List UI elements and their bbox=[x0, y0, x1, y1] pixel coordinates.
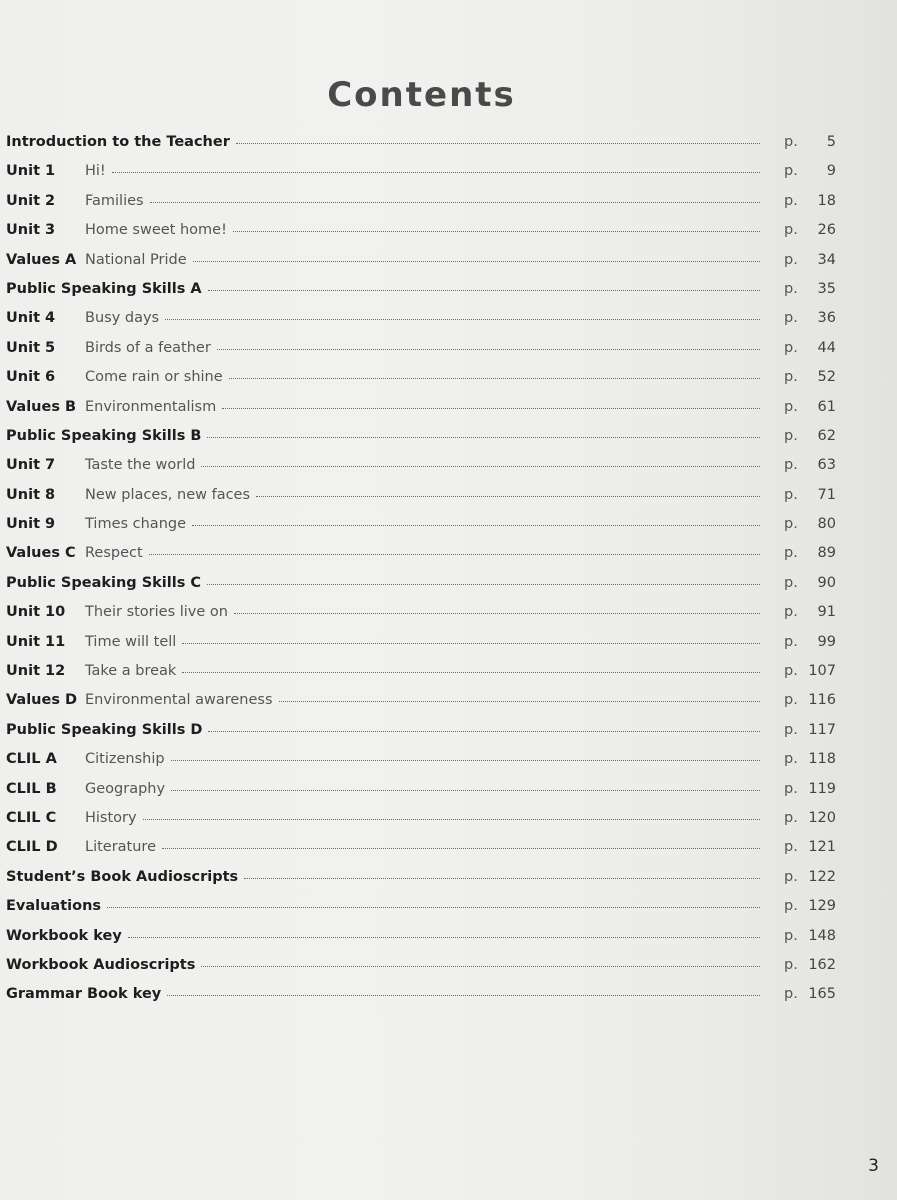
page-number: 116 bbox=[808, 692, 836, 709]
dot-leader bbox=[222, 407, 760, 409]
toc-entry-values-d[interactable] bbox=[6, 692, 836, 721]
toc-entry-unit-5[interactable] bbox=[6, 340, 836, 369]
dot-leader bbox=[201, 965, 760, 967]
toc-entry-label: Unit 4 bbox=[6, 310, 56, 327]
dot-leader bbox=[208, 289, 760, 291]
page-number: 44 bbox=[817, 339, 836, 356]
page-prefix: p. bbox=[784, 956, 798, 973]
toc-entry-title: Home sweet home! bbox=[85, 222, 227, 239]
page-number: 117 bbox=[808, 721, 836, 738]
page-prefix: p. bbox=[784, 780, 798, 797]
dot-leader bbox=[208, 730, 760, 732]
toc-entry-unit-10[interactable] bbox=[6, 604, 836, 633]
toc-entry-public-speaking-c[interactable] bbox=[6, 575, 836, 604]
dot-leader bbox=[171, 759, 760, 761]
page-prefix: p. bbox=[784, 251, 798, 268]
page-number: 107 bbox=[808, 663, 836, 680]
page-prefix: p. bbox=[784, 809, 798, 826]
page-prefix: p. bbox=[784, 310, 798, 327]
toc-entry-label: Public Speaking Skills C bbox=[6, 574, 202, 591]
page-prefix: p. bbox=[784, 545, 798, 562]
toc-entry-label: Values B bbox=[6, 398, 77, 415]
page-number: 148 bbox=[808, 927, 836, 944]
dot-leader bbox=[229, 377, 760, 379]
dot-leader bbox=[244, 877, 760, 879]
toc-entry-unit-7[interactable] bbox=[6, 457, 836, 486]
toc-entry-unit-2[interactable] bbox=[6, 193, 836, 222]
toc-entry-title: History bbox=[85, 809, 137, 826]
page-number: 99 bbox=[817, 633, 836, 650]
toc-entry-label: Unit 10 bbox=[6, 604, 66, 621]
page-folio: 3 bbox=[868, 1156, 879, 1176]
page-number: 89 bbox=[817, 545, 836, 562]
page-prefix: p. bbox=[784, 898, 798, 915]
toc-entry-workbook-key[interactable] bbox=[6, 928, 836, 957]
page-prefix: p. bbox=[784, 986, 798, 1003]
dot-leader bbox=[192, 524, 760, 526]
toc-entry-label: CLIL C bbox=[6, 809, 57, 826]
toc-entry-title: Geography bbox=[85, 780, 166, 797]
dot-leader bbox=[150, 201, 760, 203]
toc-entry-label: Values D bbox=[6, 692, 78, 709]
page-number: 63 bbox=[817, 457, 836, 474]
page-prefix: p. bbox=[784, 868, 798, 885]
dot-leader bbox=[182, 642, 760, 644]
toc-entry-values-c[interactable] bbox=[6, 545, 836, 574]
toc-entry-clil-a[interactable] bbox=[6, 751, 836, 780]
page-prefix: p. bbox=[784, 457, 798, 474]
page-title: Contents bbox=[327, 74, 516, 115]
toc-entry-title: Come rain or shine bbox=[85, 369, 223, 386]
page-number: 90 bbox=[817, 574, 836, 591]
page-number: 91 bbox=[817, 604, 836, 621]
page-number: 18 bbox=[817, 192, 836, 209]
page-number: 118 bbox=[808, 751, 836, 768]
page-prefix: p. bbox=[784, 369, 798, 386]
toc-entry-label: CLIL D bbox=[6, 839, 58, 856]
toc-entry-title: Time will tell bbox=[85, 633, 177, 650]
dot-leader bbox=[201, 465, 760, 467]
dot-leader bbox=[256, 495, 760, 497]
toc-entry-label: Unit 5 bbox=[6, 339, 56, 356]
toc-entry-label: Introduction to the Teacher bbox=[6, 134, 230, 150]
dot-leader bbox=[149, 553, 760, 555]
toc-entry-unit-4[interactable] bbox=[6, 310, 836, 339]
page-prefix: p. bbox=[784, 692, 798, 709]
toc-entry-title: National Pride bbox=[85, 251, 187, 268]
page-number: 80 bbox=[817, 516, 836, 533]
toc-entry-evaluations[interactable] bbox=[6, 898, 836, 927]
toc-entry-title: New places, new faces bbox=[85, 486, 251, 503]
toc-entry-clil-b[interactable] bbox=[6, 781, 836, 810]
toc-entry-title: Environmental awareness bbox=[85, 692, 273, 709]
page-prefix: p. bbox=[784, 574, 798, 591]
toc-entry-label: Unit 12 bbox=[6, 663, 66, 680]
toc-entry-unit-3[interactable] bbox=[6, 222, 836, 251]
toc-entry-unit-6[interactable] bbox=[6, 369, 836, 398]
page-number: 129 bbox=[808, 898, 836, 915]
page-prefix: p. bbox=[784, 339, 798, 356]
dot-leader bbox=[143, 818, 760, 820]
page-prefix: p. bbox=[784, 927, 798, 944]
toc-entry-clil-c[interactable] bbox=[6, 810, 836, 839]
toc-entry-public-speaking-d[interactable] bbox=[6, 722, 836, 751]
toc-entry-clil-d[interactable] bbox=[6, 839, 836, 868]
toc-entry-title: Times change bbox=[85, 516, 187, 533]
page-prefix: p. bbox=[784, 721, 798, 738]
page-prefix: p. bbox=[784, 486, 798, 503]
toc-entry-label: Values A bbox=[6, 251, 77, 268]
page-number: 162 bbox=[808, 956, 836, 973]
toc-entry-label: Values C bbox=[6, 545, 76, 562]
dot-leader bbox=[193, 260, 760, 262]
page-prefix: p. bbox=[784, 192, 798, 209]
dot-leader bbox=[234, 612, 760, 614]
page-number: 121 bbox=[808, 839, 836, 856]
toc-entry-unit-9[interactable] bbox=[6, 516, 836, 545]
dot-leader bbox=[217, 348, 760, 350]
dot-leader bbox=[162, 847, 760, 849]
page-prefix: p. bbox=[784, 222, 798, 239]
toc-entry-unit-8[interactable] bbox=[6, 487, 836, 516]
toc-entry-title: Respect bbox=[85, 545, 143, 562]
toc-entry-values-a[interactable] bbox=[6, 252, 836, 281]
dot-leader bbox=[107, 906, 760, 908]
toc-entry-label: Unit 3 bbox=[6, 222, 56, 239]
toc-entry-title: Birds of a feather bbox=[85, 339, 211, 356]
toc-entry-title: Busy days bbox=[85, 310, 160, 327]
page-prefix: p. bbox=[784, 427, 798, 444]
page-prefix: p. bbox=[784, 663, 798, 680]
toc-entry-title: Take a break bbox=[85, 663, 177, 680]
dot-leader bbox=[165, 318, 760, 320]
dot-leader bbox=[279, 700, 760, 702]
toc-entry-label: Student’s Book Audioscripts bbox=[6, 868, 239, 885]
table-of-contents bbox=[6, 134, 836, 1016]
page-number: 122 bbox=[808, 868, 836, 885]
toc-entry-label: Evaluations bbox=[6, 898, 102, 915]
toc-entry-title: Families bbox=[85, 192, 144, 209]
toc-entry-unit-12[interactable] bbox=[6, 663, 836, 692]
toc-entry-title: Environmentalism bbox=[85, 398, 217, 415]
page-number: 120 bbox=[808, 809, 836, 826]
toc-entry-label: Unit 2 bbox=[6, 192, 56, 209]
toc-entry-introduction[interactable] bbox=[6, 134, 836, 163]
dot-leader bbox=[167, 994, 760, 996]
toc-entry-title: Literature bbox=[85, 839, 156, 856]
dot-leader bbox=[233, 230, 760, 232]
page-prefix: p. bbox=[784, 516, 798, 533]
toc-entry-title: Their stories live on bbox=[85, 604, 228, 621]
page-prefix: p. bbox=[784, 280, 798, 297]
dot-leader bbox=[236, 142, 760, 144]
toc-entry-unit-1[interactable] bbox=[6, 163, 836, 192]
toc-entry-title: Hi! bbox=[85, 163, 106, 180]
toc-entry-workbook-audioscripts[interactable] bbox=[6, 957, 836, 986]
page-prefix: p. bbox=[784, 398, 798, 415]
page-prefix: p. bbox=[784, 134, 798, 150]
page-number: 5 bbox=[826, 134, 836, 150]
toc-entry-label: Public Speaking Skills B bbox=[6, 427, 202, 444]
page-number: 34 bbox=[817, 251, 836, 268]
toc-entry-label: Unit 6 bbox=[6, 369, 56, 386]
toc-entry-students-book-audioscripts[interactable] bbox=[6, 869, 836, 898]
toc-entry-label: Workbook key bbox=[6, 927, 122, 944]
dot-leader bbox=[128, 936, 760, 938]
toc-entry-label: Unit 1 bbox=[6, 163, 56, 180]
toc-entry-label: Workbook Audioscripts bbox=[6, 956, 196, 973]
dot-leader bbox=[207, 583, 760, 585]
toc-entry-label: Public Speaking Skills D bbox=[6, 721, 203, 738]
page-prefix: p. bbox=[784, 839, 798, 856]
dot-leader bbox=[182, 671, 760, 673]
dot-leader bbox=[112, 171, 760, 173]
page-number: 62 bbox=[817, 427, 836, 444]
toc-entry-title: Citizenship bbox=[85, 751, 165, 768]
page-number: 165 bbox=[808, 986, 836, 1003]
page-number: 61 bbox=[817, 398, 836, 415]
toc-entry-label: Public Speaking Skills A bbox=[6, 280, 202, 297]
toc-entry-grammar-book-key[interactable] bbox=[6, 986, 836, 1015]
page-prefix: p. bbox=[784, 751, 798, 768]
toc-entry-values-b[interactable] bbox=[6, 399, 836, 428]
toc-entry-label: CLIL B bbox=[6, 780, 57, 797]
toc-entry-label: CLIL A bbox=[6, 751, 57, 768]
page-number: 71 bbox=[817, 486, 836, 503]
page-number: 26 bbox=[817, 222, 836, 239]
page-number: 119 bbox=[808, 780, 836, 797]
dot-leader bbox=[207, 436, 760, 438]
page-prefix: p. bbox=[784, 604, 798, 621]
page-number: 9 bbox=[826, 163, 836, 180]
toc-entry-label: Unit 7 bbox=[6, 457, 56, 474]
toc-entry-label: Grammar Book key bbox=[6, 986, 162, 1003]
toc-entry-unit-11[interactable] bbox=[6, 634, 836, 663]
toc-entry-label: Unit 9 bbox=[6, 516, 56, 533]
toc-entry-label: Unit 11 bbox=[6, 633, 66, 650]
page-prefix: p. bbox=[784, 163, 798, 180]
toc-entry-title: Taste the world bbox=[85, 457, 196, 474]
dot-leader bbox=[171, 789, 760, 791]
toc-entry-public-speaking-a[interactable] bbox=[6, 281, 836, 310]
page-prefix: p. bbox=[784, 633, 798, 650]
toc-entry-public-speaking-b[interactable] bbox=[6, 428, 836, 457]
page-number: 52 bbox=[817, 369, 836, 386]
page-number: 35 bbox=[817, 280, 836, 297]
page-number: 36 bbox=[817, 310, 836, 327]
toc-entry-label: Unit 8 bbox=[6, 486, 56, 503]
